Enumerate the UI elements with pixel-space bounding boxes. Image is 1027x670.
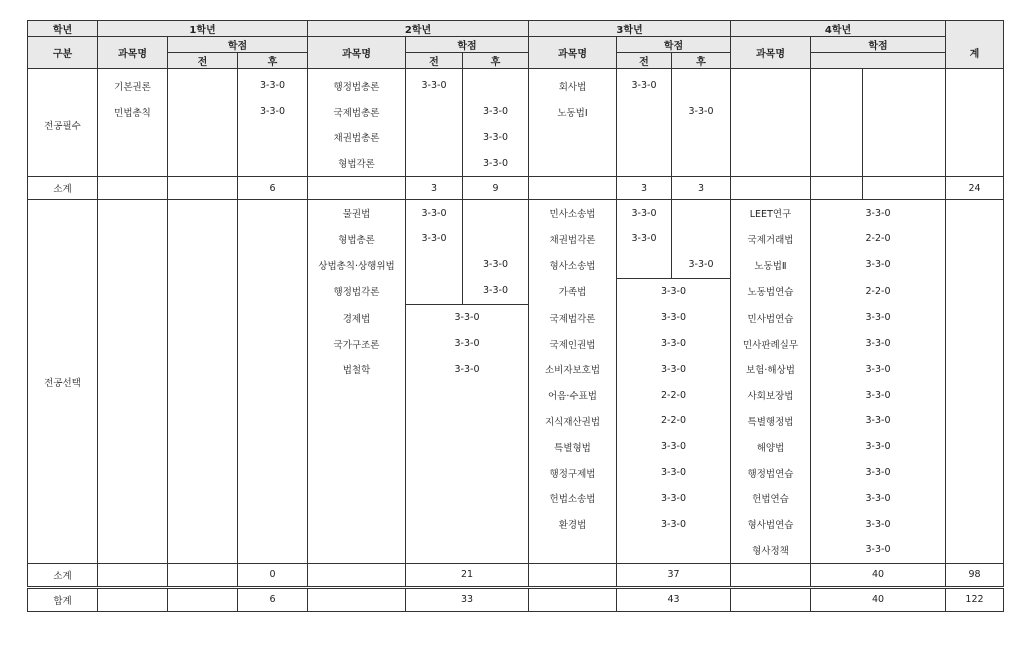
subtotal-y2: 21 (406, 563, 529, 587)
y3-course: 특별형법 (529, 434, 617, 460)
table-cell: 노동법Ⅰ (529, 99, 617, 125)
y2-credit-second (463, 200, 529, 226)
y1-second-header: 후 (238, 53, 308, 69)
y4-course: 민사판례실무 (731, 331, 811, 357)
subtotal-label: 소계 (28, 177, 98, 200)
grand-total-cell (529, 587, 617, 611)
y2-credit-first: 3-3-0 (406, 226, 463, 252)
table-cell (617, 125, 672, 151)
table-cell (168, 125, 238, 151)
y4-credit-header-merged (811, 53, 946, 69)
subtotal-y2-first: 3 (406, 177, 463, 200)
y1-second-cell (238, 200, 308, 564)
table-cell (811, 73, 863, 99)
required-section (28, 69, 1004, 177)
table-cell (98, 125, 168, 151)
y3-credit-first: 3-3-0 (617, 200, 672, 226)
y2-credit-merged: 3-3-0 (406, 356, 529, 382)
table-cell (731, 150, 811, 176)
table-cell: 3-3-0 (238, 73, 308, 99)
subtotal-cell (529, 563, 617, 587)
subtotal-y2-second: 9 (463, 177, 529, 200)
total-cell (946, 200, 1004, 564)
y4-course: 사회보장법 (731, 382, 811, 408)
y4-credit-merged: 2-2-0 (811, 226, 946, 252)
y4-credit-merged: 3-3-0 (811, 511, 946, 537)
y3-course: 국제인권법 (529, 331, 617, 357)
subtotal-cell (168, 177, 238, 200)
y2-course (308, 511, 406, 537)
y3-credit-merged: 3-3-0 (617, 278, 731, 304)
table-cell (168, 99, 238, 125)
y2-credit-first (406, 252, 463, 278)
y3-credit-merged: 3-3-0 (617, 485, 731, 511)
y3-credit-merged: 3-3-0 (617, 356, 731, 382)
table-row (28, 200, 1004, 226)
category-required: 전공필수 (28, 73, 98, 177)
table-cell (731, 73, 811, 99)
y4-course: 특별행정법 (731, 408, 811, 434)
table-cell: 3-3-0 (463, 99, 529, 125)
table-cell (406, 125, 463, 151)
header-row-credit (28, 37, 1004, 53)
y2-credit-header: 학점 (406, 37, 529, 53)
y2-credit-merged (406, 382, 529, 408)
y2-credit-merged (406, 511, 529, 537)
grand-total-y3: 43 (617, 587, 731, 611)
y2-credit-second: 3-3-0 (463, 252, 529, 278)
subtotal-cell (731, 177, 811, 200)
curriculum-table (27, 20, 1004, 612)
y2-credit-merged (406, 408, 529, 434)
grand-total-y1: 6 (238, 587, 308, 611)
table-cell (863, 125, 946, 151)
category-elective: 전공선택 (28, 200, 98, 564)
grand-total-label: 합계 (28, 587, 98, 611)
subtotal-y3-second: 3 (672, 177, 731, 200)
grand-total-cell (98, 587, 168, 611)
y3-course: 환경법 (529, 511, 617, 537)
y2-course-header: 과목명 (308, 37, 406, 69)
y4-credit-merged: 2-2-0 (811, 278, 946, 304)
subtotal-y1: 0 (238, 563, 308, 587)
table-cell: 3-3-0 (238, 99, 308, 125)
y4-credit-header: 학점 (811, 37, 946, 53)
y1-credit-header: 학점 (168, 37, 308, 53)
subtotal-cell (731, 563, 811, 587)
y2-credit-second (463, 226, 529, 252)
y4-course: 노동법연습 (731, 278, 811, 304)
table-cell (168, 73, 238, 99)
y3-course: 가족법 (529, 278, 617, 304)
table-cell: 민법총칙 (98, 99, 168, 125)
grand-total-cell (308, 587, 406, 611)
y3-credit-merged: 3-3-0 (617, 511, 731, 537)
y4-course: LEET연구 (731, 200, 811, 226)
y3-credit-second: 3-3-0 (672, 252, 731, 278)
y4-credit-merged: 3-3-0 (811, 434, 946, 460)
table-cell (529, 150, 617, 176)
table-cell: 기본권론 (98, 73, 168, 99)
subtotal-cell (863, 177, 946, 200)
y1-course-cell (98, 200, 168, 564)
y3-course: 형사소송법 (529, 252, 617, 278)
grand-total-row (28, 587, 1004, 611)
table-row (28, 99, 1004, 125)
y1-first-cell (168, 200, 238, 564)
y2-credit-merged (406, 485, 529, 511)
y4-credit-merged: 3-3-0 (811, 382, 946, 408)
y2-credit-merged: 3-3-0 (406, 304, 529, 330)
table-cell: 3-3-0 (406, 73, 463, 99)
subtotal-cell (98, 563, 168, 587)
y4-course: 헌법연습 (731, 485, 811, 511)
subtotal-total: 24 (946, 177, 1004, 200)
category-header: 구분 (28, 37, 98, 69)
y3-credit-merged: 3-3-0 (617, 331, 731, 357)
y3-credit-merged: 2-2-0 (617, 382, 731, 408)
table-cell (168, 150, 238, 176)
table-cell (617, 150, 672, 176)
curriculum-table-wrapper (27, 20, 1004, 612)
subtotal-cell (308, 563, 406, 587)
subtotal-label: 소계 (28, 563, 98, 587)
table-row (28, 73, 1004, 99)
y3-course: 헌법소송법 (529, 485, 617, 511)
table-cell: 회사법 (529, 73, 617, 99)
table-cell (529, 125, 617, 151)
y4-course-header: 과목명 (731, 37, 811, 69)
total-cell (946, 73, 1004, 99)
y3-credit-header: 학점 (617, 37, 731, 53)
y3-course: 지식재산권법 (529, 408, 617, 434)
elective-subtotal-row (28, 563, 1004, 587)
subtotal-y3-first: 3 (617, 177, 672, 200)
grand-total-value: 122 (946, 587, 1004, 611)
table-cell (617, 99, 672, 125)
year-1-header: 1학년 (98, 21, 308, 37)
table-cell (406, 150, 463, 176)
y2-credit-merged (406, 460, 529, 486)
y2-course (308, 408, 406, 434)
total-cell (946, 99, 1004, 125)
y2-second-header: 후 (463, 53, 529, 69)
total-cell (946, 125, 1004, 151)
table-cell (863, 99, 946, 125)
table-cell: 국제법총론 (308, 99, 406, 125)
y2-credit-merged (406, 537, 529, 563)
table-cell (238, 125, 308, 151)
table-cell: 행정법총론 (308, 73, 406, 99)
y2-credit-merged: 3-3-0 (406, 331, 529, 357)
table-cell: 형법각론 (308, 150, 406, 176)
y4-credit-merged: 3-3-0 (811, 331, 946, 357)
y3-course: 행정구제법 (529, 460, 617, 486)
table-cell (238, 150, 308, 176)
subtotal-y1-second: 6 (238, 177, 308, 200)
table-cell (406, 99, 463, 125)
y3-course: 어음·수표법 (529, 382, 617, 408)
y2-credit-merged (406, 434, 529, 460)
header-row-years (28, 21, 1004, 37)
grand-total-y2: 33 (406, 587, 529, 611)
y2-credit-first (406, 278, 463, 304)
y4-credit-merged: 3-3-0 (811, 252, 946, 278)
elective-section (28, 200, 1004, 564)
y4-course: 형사법연습 (731, 511, 811, 537)
table-cell (672, 150, 731, 176)
y2-course: 국가구조론 (308, 331, 406, 357)
total-header-top (946, 21, 1004, 37)
grand-total-cell (168, 587, 238, 611)
grand-total-y4: 40 (811, 587, 946, 611)
y2-course (308, 485, 406, 511)
y3-course: 소비자보호법 (529, 356, 617, 382)
y3-first-header: 전 (617, 53, 672, 69)
y2-credit-second: 3-3-0 (463, 278, 529, 304)
y2-course (308, 460, 406, 486)
subtotal-cell (98, 177, 168, 200)
y3-credit-first: 3-3-0 (617, 226, 672, 252)
y3-second-header: 후 (672, 53, 731, 69)
table-cell (811, 99, 863, 125)
table-cell: 채권법총론 (308, 125, 406, 151)
grand-total-cell (731, 587, 811, 611)
y3-credit-merged (617, 537, 731, 563)
subtotal-y3: 37 (617, 563, 731, 587)
y2-credit-first: 3-3-0 (406, 200, 463, 226)
y3-credit-second (672, 226, 731, 252)
y4-course: 민사법연습 (731, 304, 811, 330)
y4-course: 보험·해상법 (731, 356, 811, 382)
y3-course (529, 537, 617, 563)
y4-course: 해양법 (731, 434, 811, 460)
subtotal-total: 98 (946, 563, 1004, 587)
y3-credit-merged: 3-3-0 (617, 460, 731, 486)
table-cell (672, 73, 731, 99)
y3-credit-first (617, 252, 672, 278)
year-3-header: 3학년 (529, 21, 731, 37)
y3-course: 민사소송법 (529, 200, 617, 226)
required-subtotal-row (28, 177, 1004, 200)
table-cell (672, 125, 731, 151)
y4-credit-merged: 3-3-0 (811, 408, 946, 434)
y4-course: 행정법연습 (731, 460, 811, 486)
y3-course: 채권법각론 (529, 226, 617, 252)
y3-course-header: 과목명 (529, 37, 617, 69)
y2-course: 경제법 (308, 304, 406, 330)
table-cell (863, 150, 946, 176)
y2-course (308, 382, 406, 408)
table-cell (731, 99, 811, 125)
y4-credit-merged: 3-3-0 (811, 537, 946, 563)
y2-course (308, 537, 406, 563)
y4-credit-merged: 3-3-0 (811, 356, 946, 382)
y3-course: 국제법각론 (529, 304, 617, 330)
table-row (28, 125, 1004, 151)
year-4-header: 4학년 (731, 21, 946, 37)
table-cell: 3-3-0 (672, 99, 731, 125)
table-cell (98, 150, 168, 176)
total-header: 계 (946, 37, 1004, 69)
y4-course: 국제거래법 (731, 226, 811, 252)
y2-course: 물권법 (308, 200, 406, 226)
y4-credit-merged: 3-3-0 (811, 460, 946, 486)
subtotal-cell (308, 177, 406, 200)
table-cell (463, 73, 529, 99)
table-cell: 3-3-0 (463, 150, 529, 176)
y3-credit-merged: 2-2-0 (617, 408, 731, 434)
table-row (28, 150, 1004, 176)
table-cell (811, 125, 863, 151)
y3-credit-merged: 3-3-0 (617, 304, 731, 330)
y1-course-header: 과목명 (98, 37, 168, 69)
y4-credit-merged: 3-3-0 (811, 485, 946, 511)
subtotal-y4: 40 (811, 563, 946, 587)
table-cell: 3-3-0 (617, 73, 672, 99)
y2-course (308, 434, 406, 460)
subtotal-cell (168, 563, 238, 587)
y4-course: 형사정책 (731, 537, 811, 563)
table-cell (811, 150, 863, 176)
year-2-header: 2학년 (308, 21, 529, 37)
header-row-semesters (28, 53, 1004, 69)
y4-course: 노동법Ⅱ (731, 252, 811, 278)
y2-course: 상법총칙·상행위법 (308, 252, 406, 278)
y1-first-header: 전 (168, 53, 238, 69)
y2-first-header: 전 (406, 53, 463, 69)
y2-course: 법철학 (308, 356, 406, 382)
total-cell (946, 150, 1004, 176)
y2-course: 형법총론 (308, 226, 406, 252)
table-cell (863, 73, 946, 99)
subtotal-cell (811, 177, 863, 200)
y3-credit-merged: 3-3-0 (617, 434, 731, 460)
table-cell (731, 125, 811, 151)
subtotal-cell (529, 177, 617, 200)
y4-credit-merged: 3-3-0 (811, 304, 946, 330)
table-cell: 3-3-0 (463, 125, 529, 151)
y4-credit-merged: 3-3-0 (811, 200, 946, 226)
year-header: 학년 (28, 21, 98, 37)
y3-credit-second (672, 200, 731, 226)
y2-course: 행정법각론 (308, 278, 406, 304)
